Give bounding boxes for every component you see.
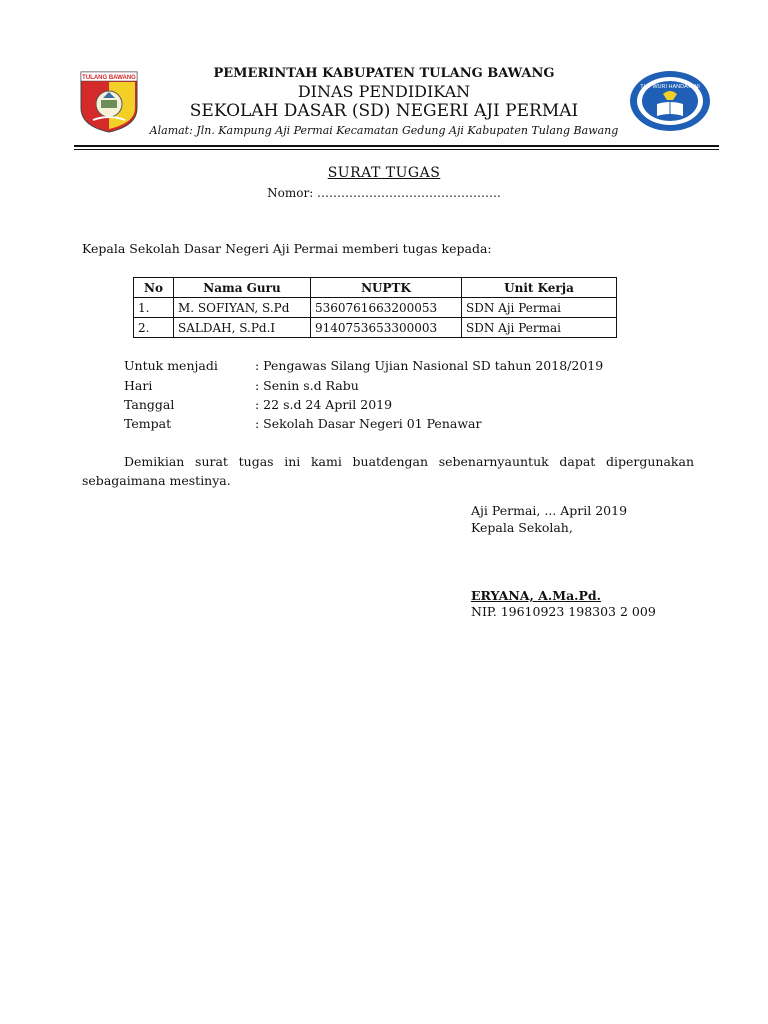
letter-number: Nomor: ………………………………………. (267, 186, 501, 200)
teacher-nuptk: 9140753653300003 (311, 318, 462, 338)
detail-label-date: Tanggal (124, 397, 175, 412)
teacher-unit: SDN Aji Permai (462, 298, 617, 318)
department-name: DINAS PENDIDIKAN (297, 82, 471, 101)
teacher-name: SALDAH, S.Pd.I (174, 318, 311, 338)
signatory-name: ERYANA, A.Ma.Pd. (471, 588, 602, 603)
detail-value-date: : 22 s.d 24 April 2019 (255, 397, 393, 412)
table-row (134, 298, 617, 318)
crest-banner-text: TULANG BAWANG (82, 75, 136, 81)
detail-label-day: Hari (124, 378, 153, 393)
detail-value-day: : Senin s.d Rabu (255, 378, 359, 393)
table-row (134, 318, 617, 338)
row-number: 2. (134, 318, 174, 338)
school-name: SEKOLAH DASAR (SD) NEGERI AJI PERMAI (189, 101, 579, 121)
detail-label-purpose: Untuk menjadi (124, 358, 218, 373)
letter-intro: Kepala Sekolah Dasar Negeri Aji Permai memberi tugas kepada: (82, 241, 492, 256)
column-header-unit: Unit Kerja (462, 278, 617, 298)
detail-label-place: Tempat (124, 416, 172, 431)
emblem-motto-text: TUT WURI HANDAYANI (640, 84, 700, 90)
detail-value-purpose: : Pengawas Silang Ujian Nasional SD tahun 2018/2019 (255, 358, 604, 373)
teacher-unit: SDN Aji Permai (462, 318, 617, 338)
closing-paragraph: Demikian surat tugas ini kami buatdengan sebenarnyauntuk dapat dipergunakan sebagaimana mestinya. (82, 454, 694, 488)
teacher-name: M. SOFIYAN, S.Pd (174, 298, 311, 318)
signatory-nip: NIP. 19610923 198303 2 009 (471, 604, 656, 619)
table-header-row (134, 278, 617, 298)
government-name: PEMERINTAH KABUPATEN TULANG BAWANG (213, 66, 555, 81)
column-header-name: Nama Guru (174, 278, 311, 298)
detail-value-place: : Sekolah Dasar Negeri 01 Penawar (255, 416, 482, 431)
row-number: 1. (134, 298, 174, 318)
signature-position: Kepala Sekolah, (471, 520, 573, 535)
teacher-nuptk: 5360761663200053 (311, 298, 462, 318)
column-header-nuptk: NUPTK (311, 278, 462, 298)
signature-place-date: Aji Permai, ... April 2019 (471, 503, 628, 518)
letter-title: SURAT TUGAS (327, 165, 441, 181)
column-header-no: No (134, 278, 174, 298)
school-address: Alamat: Jln. Kampung Aji Permai Kecamatan Gedung Aji Kabupaten Tulang Bawang (149, 124, 619, 137)
assigned-teachers-table (133, 277, 617, 338)
header-divider-thin (74, 149, 719, 150)
header-divider-thick (74, 145, 719, 147)
